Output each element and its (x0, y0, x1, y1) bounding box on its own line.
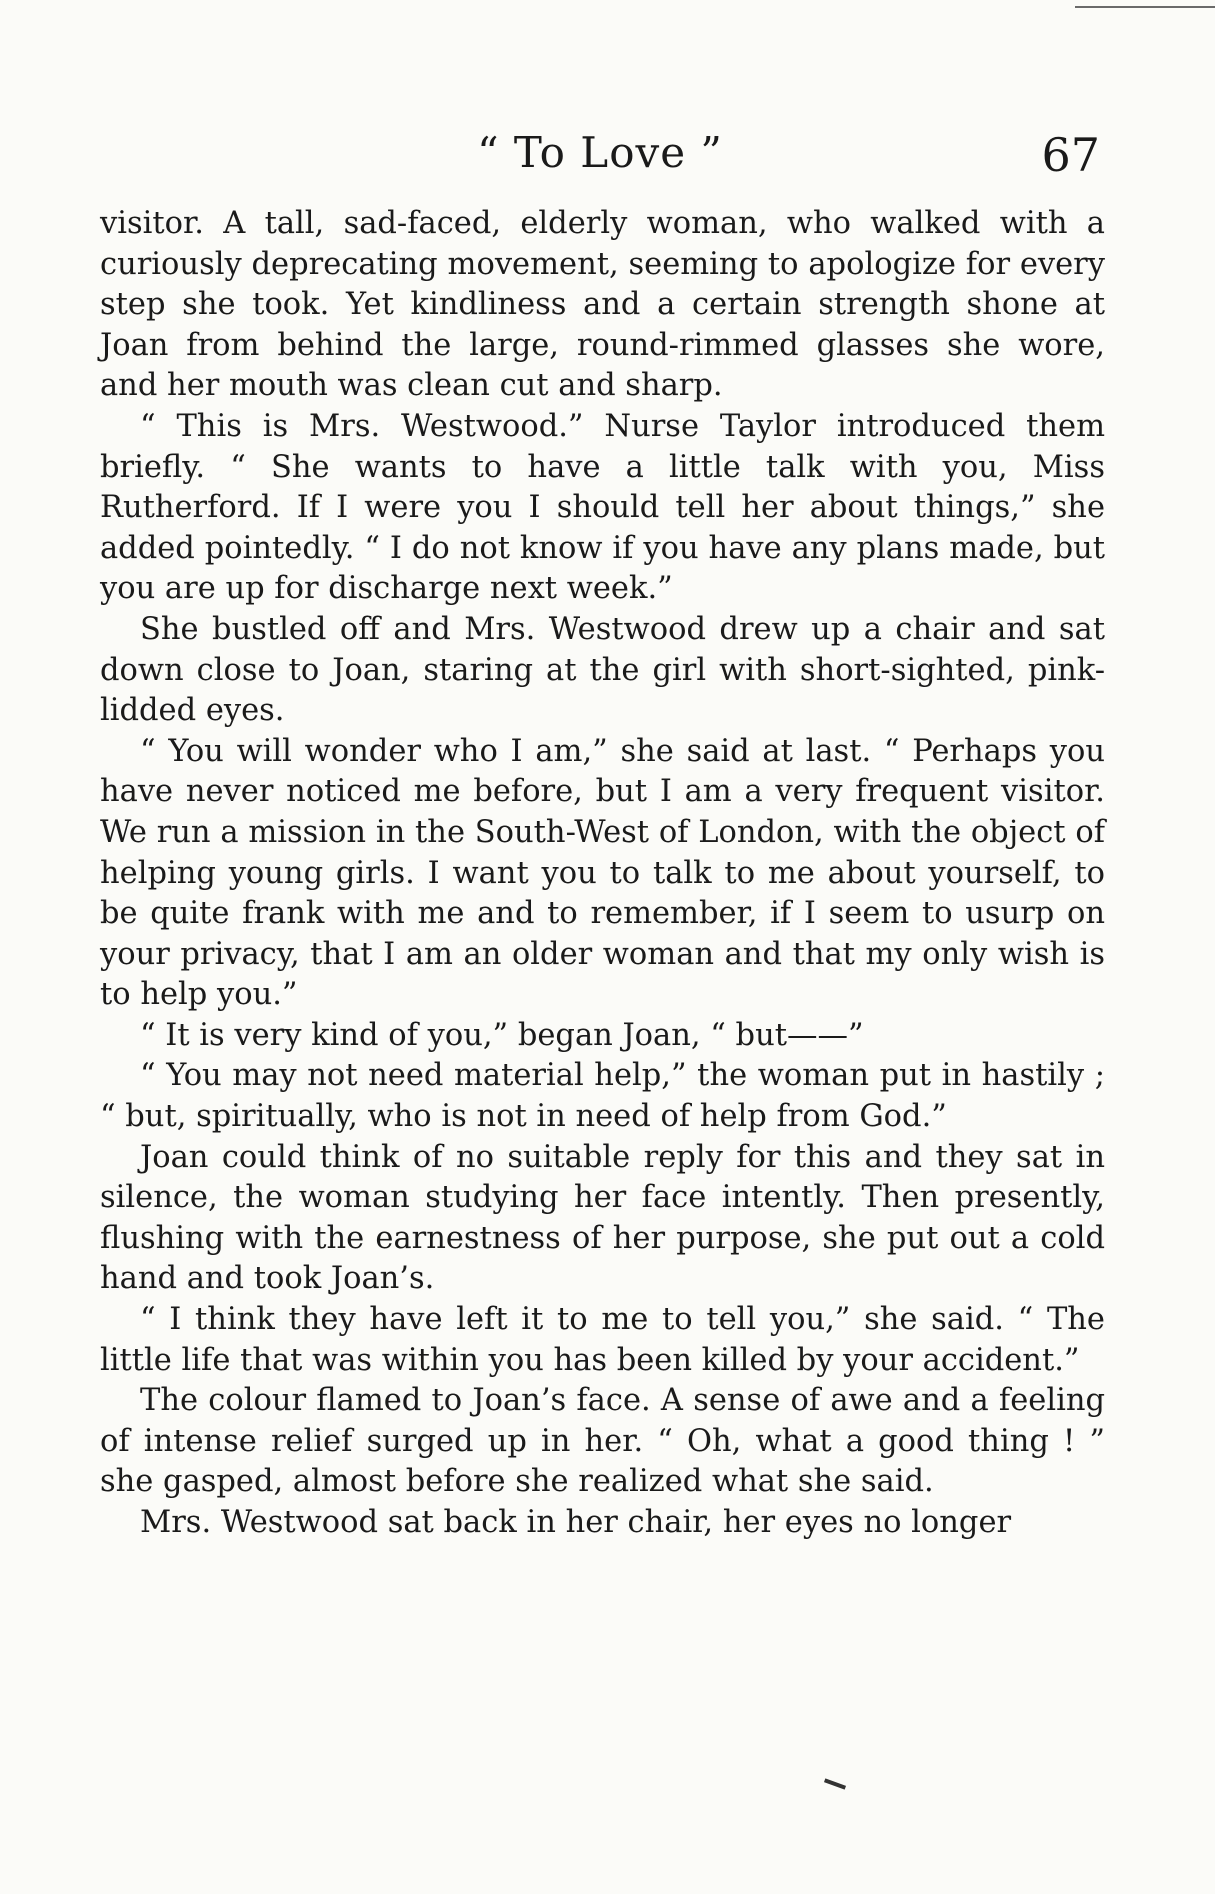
paragraph: The colour flamed to Joan’s face. A sense of awe and a feeling of intense relief surged up in her. “ Oh, what a good thing ! ” she gasped, almost before she realized what she said. (100, 1383, 1105, 1500)
paragraph: “ You will wonder who I am,” she said at last. “ Perhaps you have never noticed me before, but I am a very frequent visitor. We run a mission in the South-West of London, with the object of helping young girls. I want you to talk to me about yourself, to be quite frank with me and to remember, if I seem to usurp on your privacy, that I am an older woman and that my only wish is to help you.” (100, 733, 1105, 1013)
paragraph: “ It is very kind of you,” began Joan, “ but——” (140, 1017, 864, 1053)
paragraph: She bustled off and Mrs. Westwood drew up a chair and sat down close to Joan, staring at the girl with short-sighted, pink-lidded eyes. (100, 611, 1105, 729)
page-header (100, 128, 1100, 188)
print-mark (824, 1778, 846, 1789)
body-text (100, 204, 1105, 1544)
top-rule (1075, 6, 1215, 8)
paragraph: “ You may not need material help,” the woman put in hastily ; “ but, spiritually, who is not in need of help from God.” (100, 1058, 1105, 1135)
paragraph: Mrs. Westwood sat back in her chair, her eyes no longer (140, 1505, 1012, 1540)
page-number: 67 (1041, 128, 1100, 182)
paragraph: “ I think they have left it to me to tell you,” she said. “ The little life that was within you has been killed by your accident.” (100, 1302, 1105, 1378)
running-title: “ To Love ” (477, 128, 723, 177)
paragraph: “ This is Mrs. Westwood.” Nurse Taylor introduced them briefly. “ She wants to have a little talk with you, Miss Rutherford. If I were you I should tell her about things,” she added pointedly. “ I do not know if you have any plans made, but you are up for discharge next week.” (100, 408, 1105, 607)
paragraph: visitor. A tall, sad-faced, elderly woman, who walked with a curiously deprecating movement, seeming to apologize for every step she took. Yet kindliness and a certain strength shone at Joan from behind the large, round-rimmed glasses she wore, and her mouth was clean cut and sharp. (100, 206, 1105, 404)
paragraph: Joan could think of no suitable reply for this and they sat in silence, the woman studying her face intently. Then presently, flushing with the earnestness of her purpose, she put out a cold hand and took Joan’s. (100, 1139, 1105, 1297)
